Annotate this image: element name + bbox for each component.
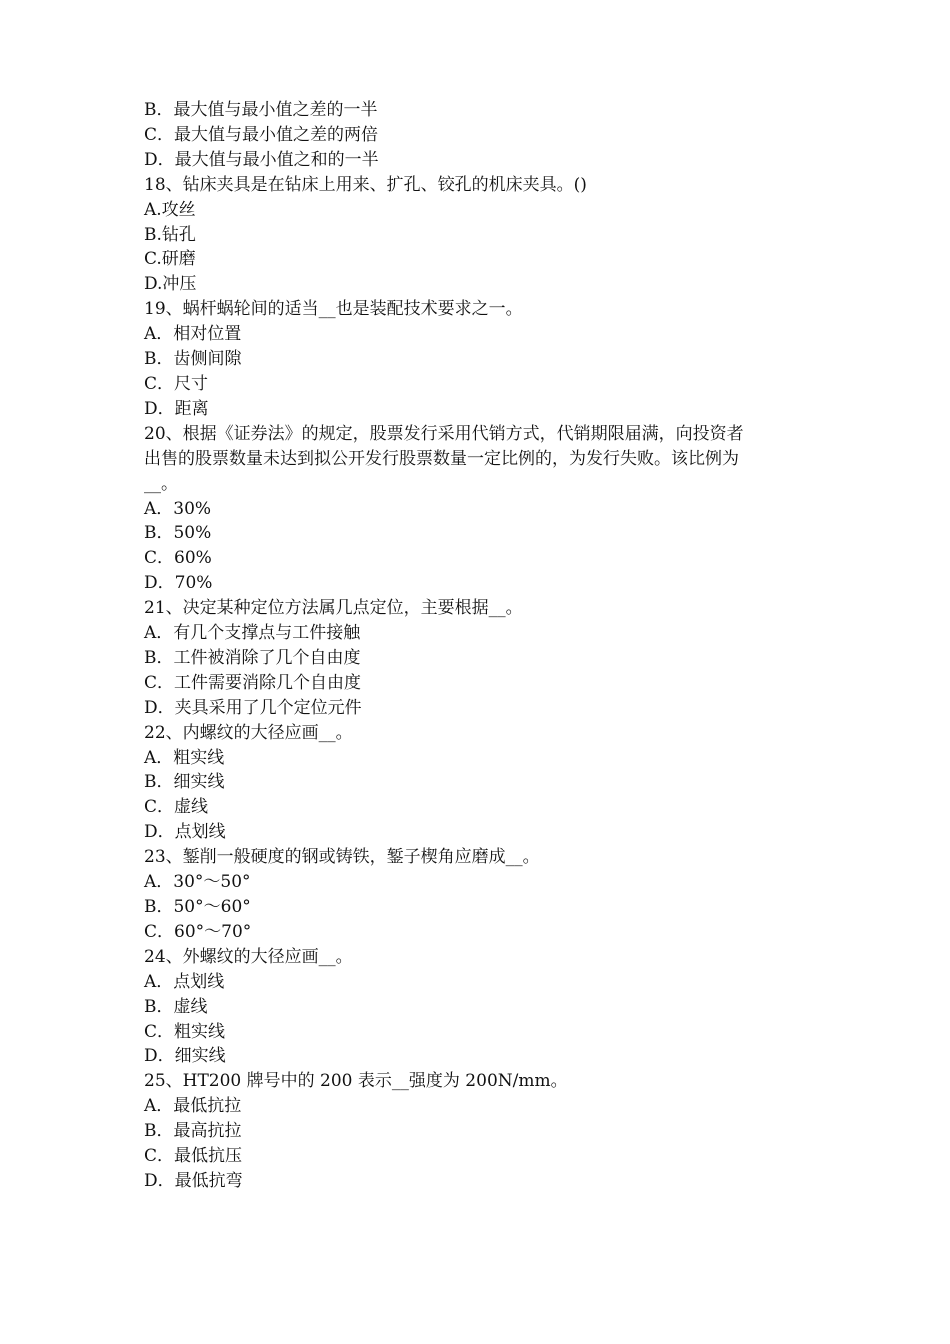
option-line: C．尺寸 [144, 373, 209, 394]
option-line: D．细实线 [144, 1046, 226, 1067]
option-line: A．有几个支撑点与工件接触 [144, 623, 361, 644]
option-line: D．距离 [144, 398, 209, 419]
option-line: C．最低抗压 [144, 1146, 243, 1167]
option-line: D．最低抗弯 [144, 1170, 243, 1191]
question-20: 20、根据《证券法》的规定，股票发行采用代销方式，代销期限届满，向投资者 [144, 423, 744, 444]
option-line: C.研磨 [144, 249, 196, 270]
option-line: C．最大值与最小值之差的两倍 [144, 124, 379, 145]
option-line: B．细实线 [144, 772, 225, 793]
option-line: D．点划线 [144, 822, 226, 843]
option-line: B．虚线 [144, 996, 208, 1017]
option-line: B．最高抗拉 [144, 1121, 242, 1142]
option-line: B．50°～60° [144, 897, 251, 917]
option-line: A．点划线 [144, 971, 225, 992]
option-line: C．60°～70° [144, 921, 252, 942]
option-line: A．最低抗拉 [144, 1096, 242, 1117]
question-20-continued: __。 [144, 473, 178, 494]
option-line: C．工件需要消除几个自由度 [144, 672, 362, 693]
option-line: A．相对位置 [144, 324, 242, 345]
question-25: 25、HT200 牌号中的 200 表示__强度为 200N/mm。 [144, 1071, 568, 1092]
question-18: 18、钻床夹具是在钻床上用来、扩孔、铰孔的机床夹具。() [144, 174, 587, 195]
document-body [144, 98, 820, 1194]
question-20-continued: 出售的股票数量未达到拟公开发行股票数量一定比例的，为发行失败。该比例为 [144, 448, 739, 469]
option-line: C．60% [144, 548, 212, 569]
option-line: B．齿侧间隙 [144, 349, 242, 370]
option-line: A．粗实线 [144, 747, 225, 768]
question-21: 21、决定某种定位方法属几点定位，主要根据__。 [144, 598, 523, 619]
option-line: A．30°～50° [144, 872, 251, 893]
option-line: B．工件被消除了几个自由度 [144, 647, 361, 668]
option-line: D．夹具采用了几个定位元件 [144, 697, 362, 718]
option-line: B．最大值与最小值之差的一半 [144, 100, 378, 120]
option-line: A．30% [144, 498, 212, 519]
option-line: D.冲压 [144, 274, 197, 295]
question-22: 22、内螺纹的大径应画__。 [144, 722, 353, 743]
question-24: 24、外螺纹的大径应画__。 [144, 946, 353, 967]
option-line: D．70% [144, 573, 213, 594]
option-line: C．粗实线 [144, 1021, 226, 1042]
question-23: 23、錾削一般硬度的钢或铸铁，錾子楔角应磨成__。 [144, 847, 540, 868]
option-line: D．最大值与最小值之和的一半 [144, 149, 379, 170]
option-line: B.钻孔 [144, 224, 196, 245]
question-19: 19、蜗杆蜗轮间的适当__也是装配技术要求之一。 [144, 299, 523, 320]
option-line: B．50% [144, 523, 212, 544]
option-line: A.攻丝 [144, 199, 196, 220]
option-line: C．虚线 [144, 797, 209, 818]
